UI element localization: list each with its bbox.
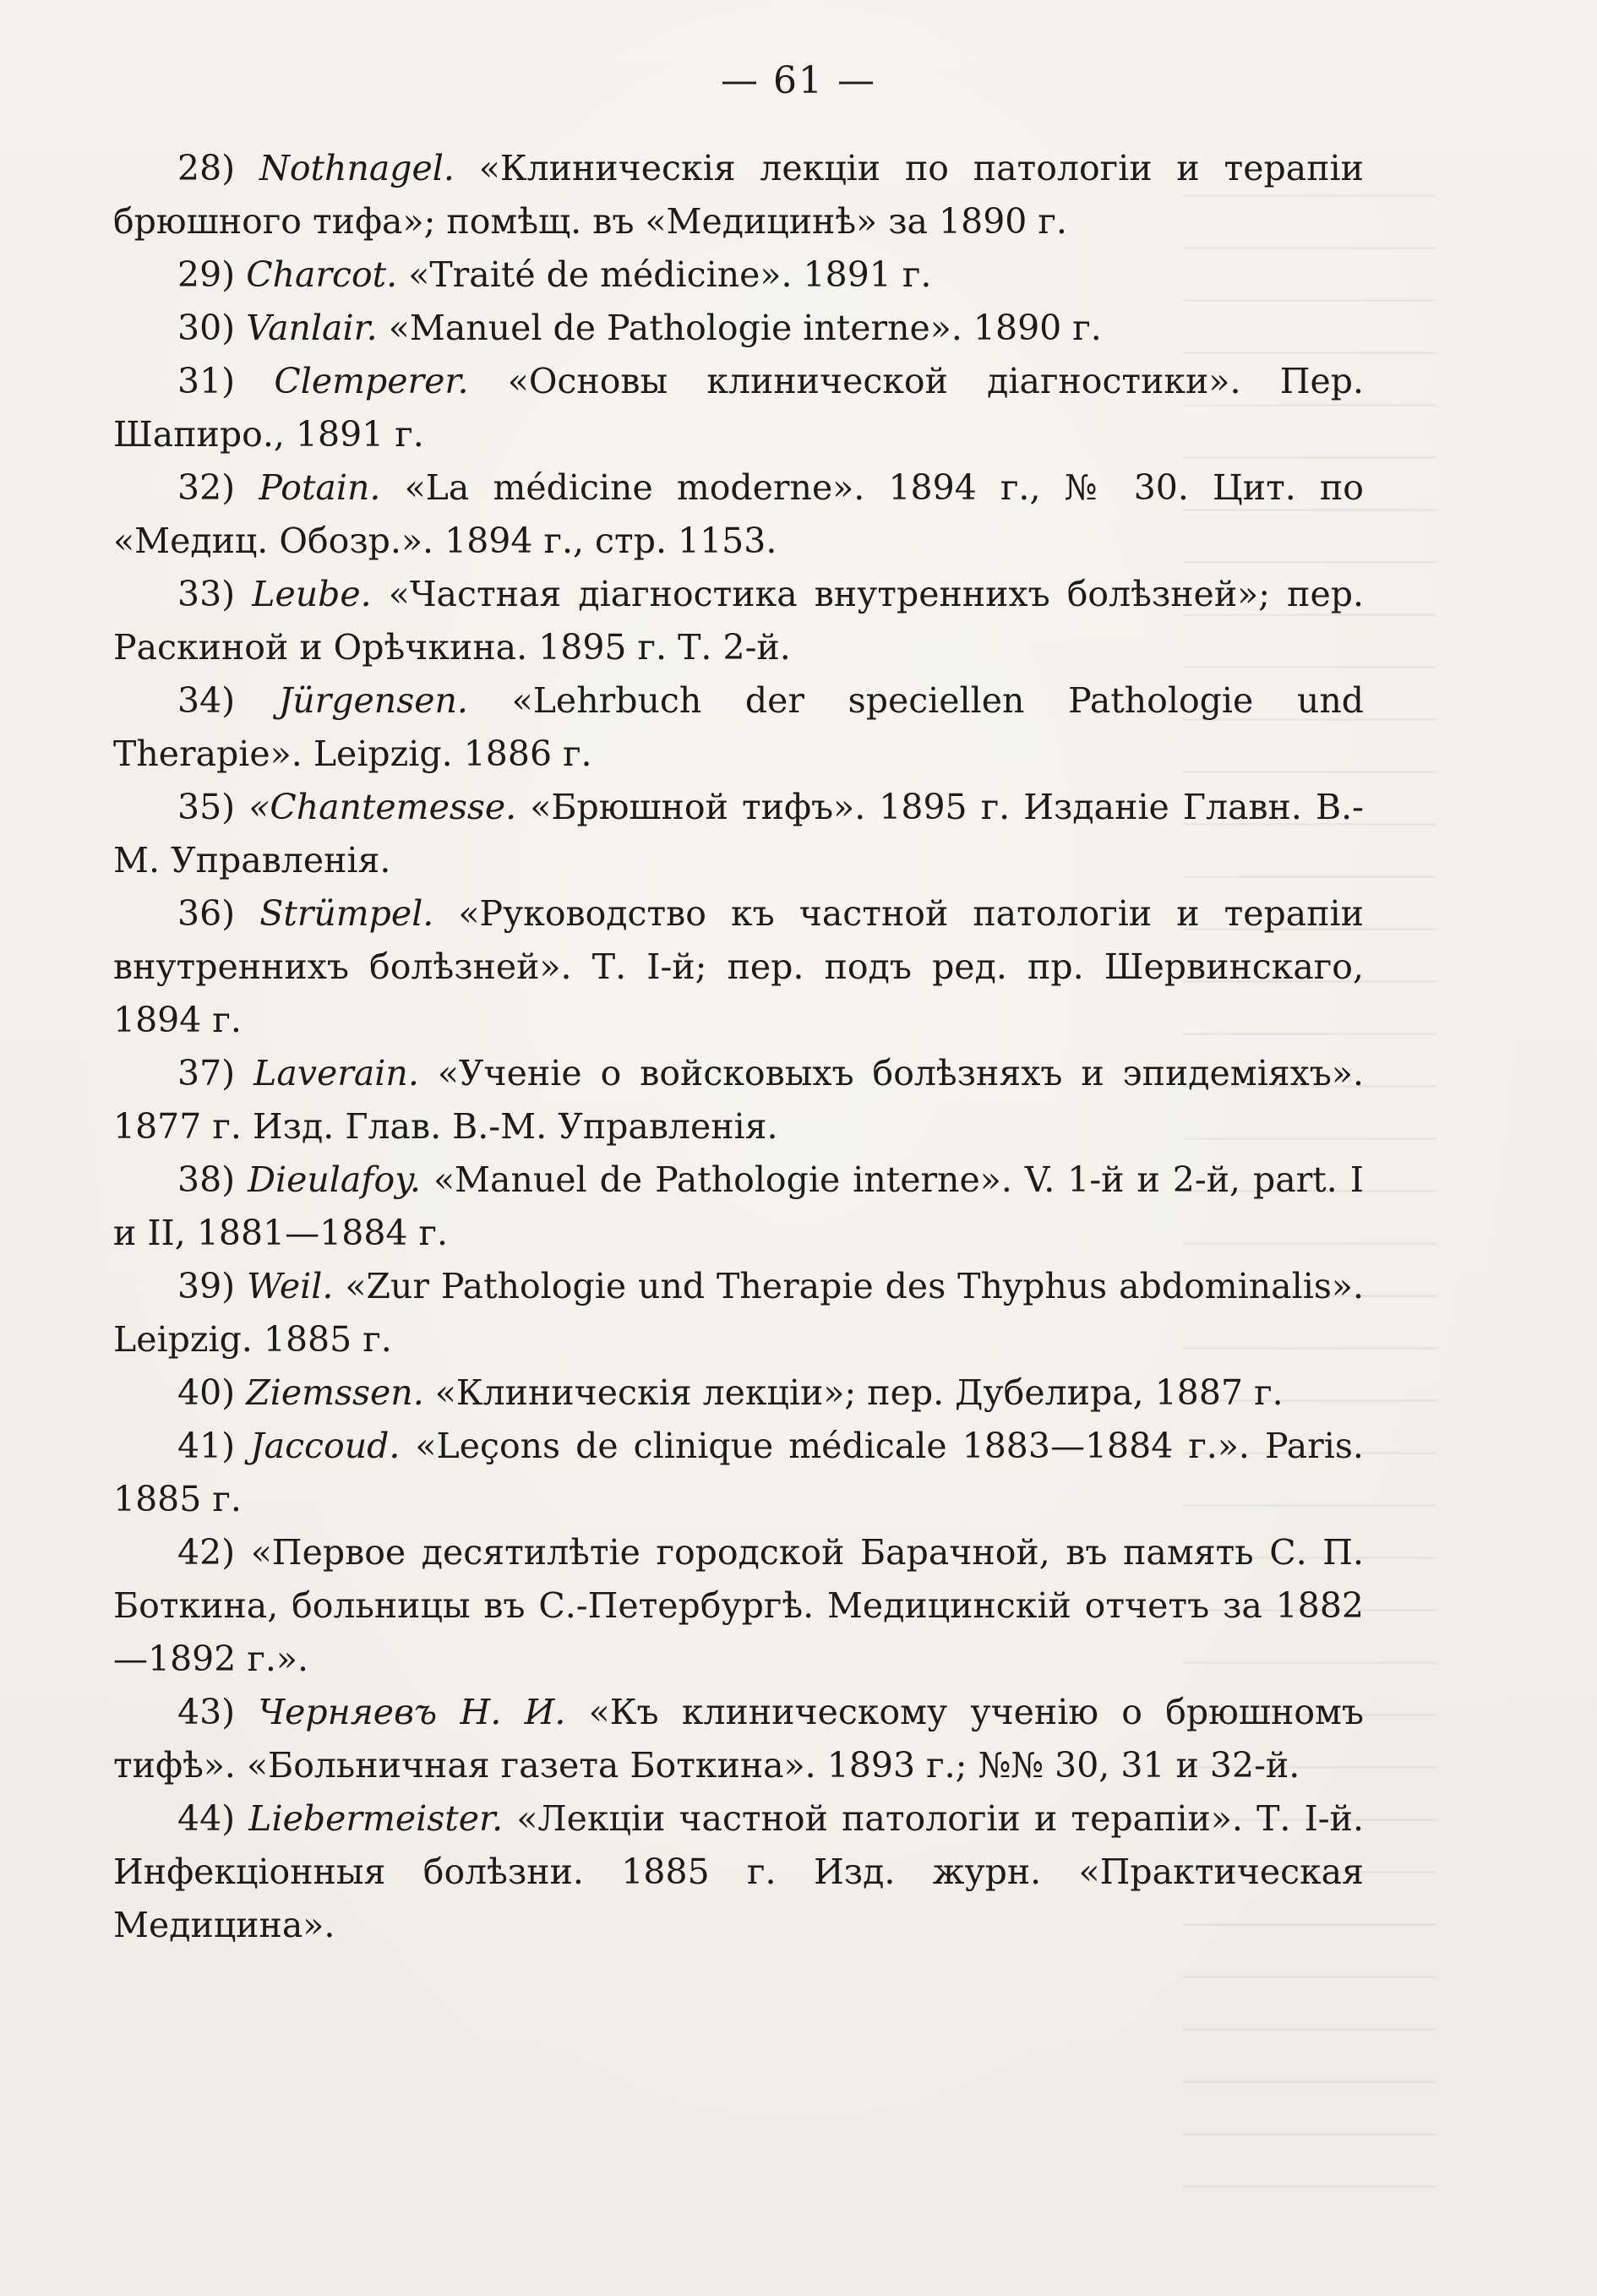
entry-author: Jürgensen. <box>278 680 468 721</box>
entry-text: «Manuel de Pathologie interne». V. 1-й и 2-й, part. I и II, 1881—1884 г. <box>113 1159 1364 1253</box>
bibliography-entry-43 <box>113 1686 1364 1792</box>
entry-number: 40) <box>177 1372 236 1413</box>
entry-number: 28) <box>177 148 236 188</box>
entry-number: 30) <box>177 308 236 348</box>
entry-number: 36) <box>177 893 236 934</box>
entry-number: 44) <box>177 1798 236 1839</box>
entry-number: 37) <box>177 1053 236 1093</box>
entry-text: «Клиническія лекціи по патологіи и терапіи брюшного тифа»; помѣщ. въ «Медицинѣ» за 1890 г. <box>113 148 1364 242</box>
entry-author: «Chantemesse. <box>248 787 517 827</box>
bibliography-entry-44 <box>113 1792 1364 1952</box>
bibliography-entry-36 <box>113 887 1364 1047</box>
entry-text: «Manuel de Pathologie interne». 1890 г. <box>388 308 1102 348</box>
entry-text: «Traité de médicine». 1891 г. <box>408 254 932 295</box>
bibliography-entry-30 <box>113 302 1364 355</box>
entry-author: Черняевъ Н. И. <box>258 1692 566 1732</box>
bibliography-entry-31 <box>113 355 1364 461</box>
entry-author: Leube. <box>252 574 372 614</box>
entry-number: 34) <box>177 680 236 721</box>
bibliography-entry-34 <box>113 674 1364 781</box>
entry-number: 32) <box>177 467 236 508</box>
bibliography-entry-42 <box>113 1526 1364 1686</box>
bibliography-entry-32 <box>113 461 1364 568</box>
entry-text: «Лекціи частной патологіи и терапіи». Т. I-й. Инфекціонныя болѣзни. 1885 г. Изд. журн. «Практическая Медицина». <box>113 1798 1364 1945</box>
entry-author: Strümpel. <box>259 893 434 934</box>
entry-author: Ziemssen. <box>246 1372 424 1413</box>
bibliography-list <box>113 142 1364 1952</box>
entry-text: «Брюшной тифъ». 1895 г. Изданіе Главн. В.-М. Управленія. <box>113 787 1364 881</box>
page-number: — 61 — <box>721 59 876 102</box>
entry-text: «Основы клинической діагностики». Пер. Шапиро., 1891 г. <box>113 361 1364 455</box>
entry-author: Laverain. <box>253 1053 419 1093</box>
entry-number: 33) <box>177 574 236 614</box>
bibliography-entry-41 <box>113 1420 1364 1526</box>
entry-author: Jaccoud. <box>250 1426 401 1466</box>
entry-author: Vanlair. <box>246 308 378 348</box>
bibliography-entry-35 <box>113 781 1364 887</box>
entry-number: 31) <box>177 361 236 401</box>
bibliography-entry-37 <box>113 1047 1364 1153</box>
bibliography-entry-33 <box>113 568 1364 674</box>
entry-author: Nothnagel. <box>259 148 455 188</box>
entry-number: 41) <box>177 1426 236 1466</box>
entry-text: «Zur Pathologie und Therapie des Thyphus abdominalis». Leipzig. 1885 г. <box>113 1266 1364 1360</box>
entry-text: «Клиническія лекціи»; пер. Дубелира, 1887 г. <box>434 1372 1284 1413</box>
entry-text: «Ученіе о войсковыхъ болѣзняхъ и эпидеміяхъ». 1877 г. Изд. Глав. В.-М. Управленія. <box>113 1053 1364 1147</box>
entry-text: «Къ клиническому ученію о брюшномъ тифѣ». «Больничная газета Боткина». 1893 г.; №№ 30, 31 и 32-й. <box>113 1692 1364 1786</box>
entry-author: Charcot. <box>246 254 398 295</box>
entry-text: «Руководство къ частной патологіи и терапіи внутреннихъ болѣзней». Т. I-й; пер. подъ ред. пр. Шервинскаго, 1894 г. <box>113 893 1364 1040</box>
bibliography-entry-38 <box>113 1153 1364 1260</box>
entry-number: 38) <box>177 1159 236 1200</box>
entry-number: 42) <box>177 1532 236 1573</box>
entry-text: «Lehrbuch der speciellen Pathologie und Therapie». Leipzig. 1886 г. <box>113 680 1364 774</box>
entry-text: «Leçons de clinique médicale 1883—1884 г.». Paris. 1885 г. <box>113 1426 1364 1519</box>
entry-number: 39) <box>177 1266 236 1306</box>
entry-number: 29) <box>177 254 236 295</box>
entry-author: Potain. <box>259 467 381 508</box>
bibliography-entry-29 <box>113 248 1364 302</box>
bibliography-entry-39 <box>113 1260 1364 1366</box>
bibliography-entry-28 <box>113 142 1364 248</box>
entry-number: 43) <box>177 1692 236 1732</box>
entry-author: Liebermeister. <box>248 1798 504 1839</box>
entry-text: «Первое десятилѣтіе городской Барачной, въ память С. П. Боткина, больницы въ С.-Петербургѣ. Медицинскій отчетъ за 1882—1892 г.». <box>113 1532 1364 1679</box>
entry-author: Weil. <box>247 1266 334 1306</box>
entry-number: 35) <box>177 787 236 827</box>
entry-text: «Частная діагностика внутреннихъ болѣзней»; пер. Раскиной и Орѣчкина. 1895 г. Т. 2-й. <box>113 574 1364 668</box>
entry-author: Clemperer. <box>274 361 469 401</box>
entry-text: «La médicine moderne». 1894 г., № 30. Цит. по «Медиц. Обозр.». 1894 г., стр. 1153. <box>113 467 1364 561</box>
entry-author: Dieulafoy. <box>248 1159 421 1200</box>
bibliography-entry-40 <box>113 1366 1364 1420</box>
